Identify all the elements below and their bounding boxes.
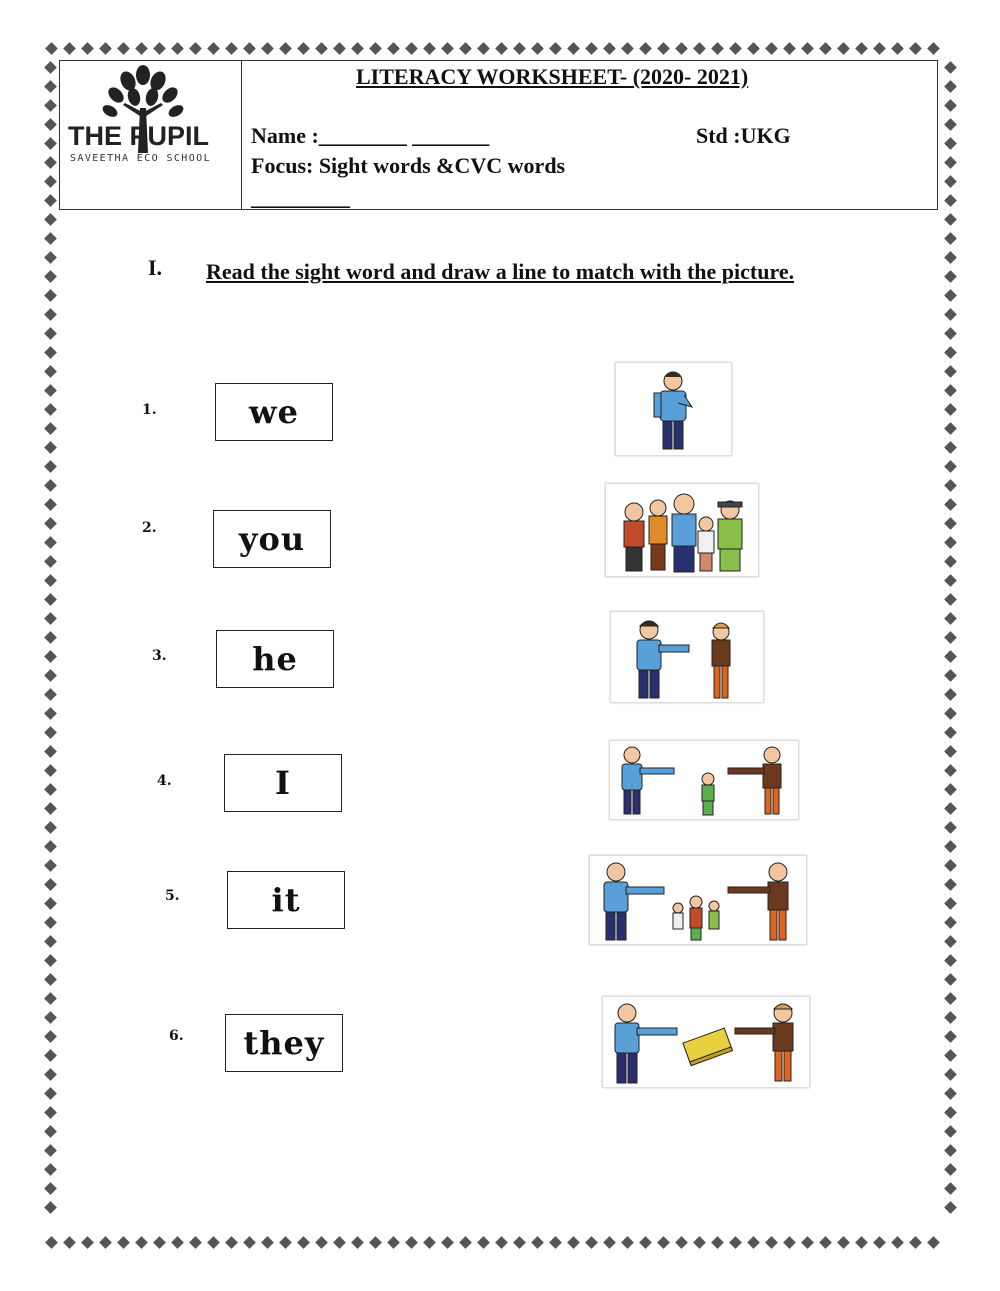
picture-group-of-people[interactable] [605, 483, 759, 577]
border-diamond [44, 251, 57, 264]
border-diamond [944, 232, 957, 245]
border-diamond [944, 840, 957, 853]
border-diamond [944, 1030, 957, 1043]
border-diamond [261, 1236, 274, 1249]
border-diamond [351, 1236, 364, 1249]
border-diamond [944, 612, 957, 625]
focus-blank: _________ [251, 185, 350, 210]
border-diamond [189, 1236, 202, 1249]
item-number: 1. [142, 402, 157, 418]
border-diamond [944, 1201, 957, 1214]
border-diamond [513, 42, 526, 55]
border-diamond [944, 80, 957, 93]
border-diamond [495, 1236, 508, 1249]
border-diamond [944, 707, 957, 720]
border-diamond [585, 1236, 598, 1249]
border-diamond [567, 42, 580, 55]
border-diamond [765, 1236, 778, 1249]
border-diamond [207, 42, 220, 55]
border-diamond [44, 61, 57, 74]
border-diamond [944, 631, 957, 644]
border-diamond [44, 764, 57, 777]
border-diamond [207, 1236, 220, 1249]
border-diamond [944, 346, 957, 359]
border-diamond [117, 42, 130, 55]
border-diamond [44, 650, 57, 663]
border-diamond [944, 137, 957, 150]
border-diamond [944, 99, 957, 112]
border-diamond [944, 859, 957, 872]
border-diamond [944, 1106, 957, 1119]
border-diamond [44, 802, 57, 815]
border-diamond [944, 726, 957, 739]
border-diamond [405, 1236, 418, 1249]
border-diamond [944, 175, 957, 188]
border-diamond [44, 726, 57, 739]
border-diamond [944, 973, 957, 986]
border-diamond [944, 650, 957, 663]
border-diamond [639, 1236, 652, 1249]
border-diamond [944, 460, 957, 473]
two-pointing-at-group-icon [590, 856, 806, 944]
border-diamond [44, 156, 57, 169]
border-diamond [944, 327, 957, 340]
word-box-we[interactable]: we [215, 383, 333, 441]
name-field-label: Name :________ _______ [251, 123, 490, 148]
border-diamond [44, 384, 57, 397]
border-diamond [135, 1236, 148, 1249]
border-diamond [819, 42, 832, 55]
border-diamond [944, 194, 957, 207]
border-diamond [765, 42, 778, 55]
border-diamond [944, 270, 957, 283]
border-diamond [477, 42, 490, 55]
word-box-i[interactable]: I [224, 754, 342, 812]
border-diamond [927, 42, 940, 55]
group-of-people-icon [606, 484, 758, 576]
border-diamond [513, 1236, 526, 1249]
border-diamond [944, 61, 957, 74]
border-diamond [944, 821, 957, 834]
border-diamond [603, 1236, 616, 1249]
border-diamond [44, 99, 57, 112]
border-diamond [423, 42, 436, 55]
border-diamond [783, 1236, 796, 1249]
border-diamond [944, 308, 957, 321]
border-diamond [135, 42, 148, 55]
border-diamond [801, 1236, 814, 1249]
picture-boy-pointing-self[interactable] [615, 362, 732, 456]
border-diamond [944, 1144, 957, 1157]
border-diamond [44, 669, 57, 682]
border-diamond [944, 802, 957, 815]
border-diamond [944, 422, 957, 435]
border-diamond [153, 42, 166, 55]
border-diamond [243, 1236, 256, 1249]
picture-boy-pointing-at-girl[interactable] [610, 611, 764, 703]
border-diamond [944, 764, 957, 777]
border-diamond [944, 745, 957, 758]
border-diamond [855, 42, 868, 55]
border-diamond [44, 574, 57, 587]
word-box-you[interactable]: you [213, 510, 331, 568]
logo-text: THE PUPIL [68, 121, 210, 151]
border-diamond [711, 1236, 724, 1249]
two-pointing-at-child-icon [610, 741, 798, 819]
border-diamond [927, 1236, 940, 1249]
border-diamond [44, 878, 57, 891]
border-diamond [944, 479, 957, 492]
border-diamond [944, 954, 957, 967]
border-diamond [783, 42, 796, 55]
border-diamond [45, 1236, 58, 1249]
border-right [942, 58, 959, 1217]
border-bottom [42, 1234, 942, 1251]
border-diamond [711, 42, 724, 55]
border-diamond [333, 1236, 346, 1249]
border-diamond [171, 1236, 184, 1249]
border-diamond [495, 42, 508, 55]
border-left [42, 58, 59, 1217]
item-number: 2. [142, 520, 157, 536]
border-diamond [944, 688, 957, 701]
border-diamond [44, 346, 57, 359]
border-diamond [44, 935, 57, 948]
focus-label: Focus: Sight words &CVC words [251, 153, 566, 178]
border-diamond [44, 498, 57, 511]
border-diamond [675, 42, 688, 55]
border-diamond [855, 1236, 868, 1249]
border-diamond [891, 42, 904, 55]
instruction-text: Read the sight word and draw a line to match with the picture. [206, 259, 795, 284]
border-diamond [944, 403, 957, 416]
border-diamond [44, 1087, 57, 1100]
border-diamond [153, 1236, 166, 1249]
border-diamond [944, 251, 957, 264]
word-box-he[interactable]: he [216, 630, 334, 688]
border-diamond [387, 1236, 400, 1249]
border-diamond [944, 498, 957, 511]
border-diamond [837, 42, 850, 55]
border-diamond [729, 1236, 742, 1249]
border-diamond [351, 42, 364, 55]
border-diamond [44, 631, 57, 644]
border-diamond [44, 517, 57, 530]
border-diamond [944, 878, 957, 891]
border-diamond [944, 1068, 957, 1081]
logo [60, 61, 242, 209]
border-diamond [44, 194, 57, 207]
boy-pointing-self-icon [616, 363, 731, 455]
border-diamond [63, 1236, 76, 1249]
worksheet-title: LITERACY WORKSHEET- (2020- 2021) [356, 64, 749, 89]
border-diamond [944, 593, 957, 606]
border-diamond [189, 42, 202, 55]
border-diamond [944, 384, 957, 397]
border-diamond [944, 897, 957, 910]
border-diamond [297, 1236, 310, 1249]
border-diamond [44, 688, 57, 701]
border-diamond [873, 1236, 886, 1249]
border-diamond [909, 42, 922, 55]
border-diamond [944, 1182, 957, 1195]
border-diamond [44, 137, 57, 150]
border-diamond [909, 1236, 922, 1249]
border-diamond [405, 42, 418, 55]
border-diamond [44, 1049, 57, 1062]
border-diamond [944, 555, 957, 568]
border-diamond [441, 42, 454, 55]
border-diamond [944, 1011, 957, 1024]
border-diamond [44, 745, 57, 758]
border-diamond [549, 1236, 562, 1249]
border-diamond [801, 42, 814, 55]
border-diamond [44, 232, 57, 245]
border-diamond [44, 460, 57, 473]
item-number: 5. [165, 888, 180, 904]
border-diamond [44, 1163, 57, 1176]
border-diamond [585, 42, 598, 55]
border-diamond [117, 1236, 130, 1249]
item-number: 3. [152, 648, 167, 664]
border-diamond [944, 517, 957, 530]
border-diamond [459, 1236, 472, 1249]
border-diamond [44, 555, 57, 568]
border-diamond [44, 783, 57, 796]
border-diamond [621, 42, 634, 55]
border-diamond [944, 1049, 957, 1062]
border-diamond [567, 1236, 580, 1249]
border-diamond [243, 42, 256, 55]
border-diamond [261, 42, 274, 55]
border-diamond [944, 441, 957, 454]
border-diamond [279, 42, 292, 55]
two-pointing-at-book-icon [603, 997, 809, 1087]
border-diamond [729, 42, 742, 55]
border-diamond [944, 916, 957, 929]
border-diamond [944, 1087, 957, 1100]
border-diamond [944, 365, 957, 378]
border-diamond [44, 859, 57, 872]
border-diamond [44, 175, 57, 188]
border-diamond [441, 1236, 454, 1249]
std-label: Std :UKG [696, 123, 791, 148]
word-box-they[interactable]: they [225, 1014, 343, 1072]
border-diamond [369, 1236, 382, 1249]
border-diamond [657, 42, 670, 55]
border-diamond [44, 536, 57, 549]
border-diamond [44, 916, 57, 929]
border-diamond [44, 992, 57, 1005]
border-diamond [44, 1106, 57, 1119]
border-diamond [477, 1236, 490, 1249]
border-diamond [531, 1236, 544, 1249]
border-diamond [44, 422, 57, 435]
item-number: 6. [169, 1028, 184, 1044]
border-diamond [459, 42, 472, 55]
border-diamond [387, 42, 400, 55]
border-diamond [44, 593, 57, 606]
border-diamond [944, 289, 957, 302]
border-diamond [44, 213, 57, 226]
border-diamond [44, 1144, 57, 1157]
border-diamond [297, 42, 310, 55]
border-diamond [44, 403, 57, 416]
picture-two-pointing-at-book[interactable] [602, 996, 810, 1088]
border-diamond [44, 707, 57, 720]
border-diamond [549, 42, 562, 55]
border-diamond [423, 1236, 436, 1249]
border-diamond [44, 479, 57, 492]
picture-two-pointing-at-group[interactable] [589, 855, 807, 945]
border-diamond [44, 118, 57, 131]
word-box-it[interactable]: it [227, 871, 345, 929]
border-diamond [279, 1236, 292, 1249]
border-diamond [44, 954, 57, 967]
border-diamond [944, 783, 957, 796]
border-diamond [44, 1125, 57, 1138]
border-diamond [639, 42, 652, 55]
border-diamond [44, 1030, 57, 1043]
border-diamond [44, 1011, 57, 1024]
border-diamond [531, 42, 544, 55]
border-diamond [44, 840, 57, 853]
border-diamond [44, 441, 57, 454]
picture-two-pointing-at-child[interactable] [609, 740, 799, 820]
border-diamond [44, 308, 57, 321]
border-diamond [675, 1236, 688, 1249]
border-diamond [44, 1182, 57, 1195]
border-top [42, 40, 942, 57]
border-diamond [693, 42, 706, 55]
instruction-number: I. [148, 255, 163, 280]
border-diamond [171, 42, 184, 55]
border-diamond [44, 821, 57, 834]
logo-subtitle: SAVEETHA ECO SCHOOL [70, 153, 211, 164]
border-diamond [747, 42, 760, 55]
boy-pointing-at-girl-icon [611, 612, 763, 702]
border-diamond [81, 1236, 94, 1249]
border-diamond [81, 42, 94, 55]
border-diamond [44, 365, 57, 378]
border-diamond [63, 42, 76, 55]
border-diamond [944, 213, 957, 226]
border-diamond [44, 289, 57, 302]
border-diamond [44, 1068, 57, 1081]
border-diamond [315, 42, 328, 55]
border-diamond [944, 1125, 957, 1138]
border-diamond [225, 1236, 238, 1249]
border-diamond [44, 80, 57, 93]
border-diamond [45, 42, 58, 55]
border-diamond [44, 327, 57, 340]
border-diamond [873, 42, 886, 55]
border-diamond [44, 897, 57, 910]
border-diamond [657, 1236, 670, 1249]
border-diamond [837, 1236, 850, 1249]
item-number: 4. [157, 773, 172, 789]
border-diamond [44, 612, 57, 625]
border-diamond [603, 42, 616, 55]
border-diamond [944, 118, 957, 131]
border-diamond [891, 1236, 904, 1249]
border-diamond [44, 1201, 57, 1214]
border-diamond [315, 1236, 328, 1249]
border-diamond [819, 1236, 832, 1249]
border-diamond [333, 42, 346, 55]
border-diamond [944, 1163, 957, 1176]
border-diamond [225, 42, 238, 55]
border-diamond [621, 1236, 634, 1249]
border-diamond [99, 1236, 112, 1249]
border-diamond [944, 156, 957, 169]
header-box [59, 60, 938, 210]
border-diamond [369, 42, 382, 55]
border-diamond [99, 42, 112, 55]
border-diamond [944, 992, 957, 1005]
border-diamond [747, 1236, 760, 1249]
border-diamond [44, 973, 57, 986]
border-diamond [944, 935, 957, 948]
border-diamond [944, 574, 957, 587]
border-diamond [44, 270, 57, 283]
border-diamond [944, 536, 957, 549]
border-diamond [693, 1236, 706, 1249]
border-diamond [944, 669, 957, 682]
